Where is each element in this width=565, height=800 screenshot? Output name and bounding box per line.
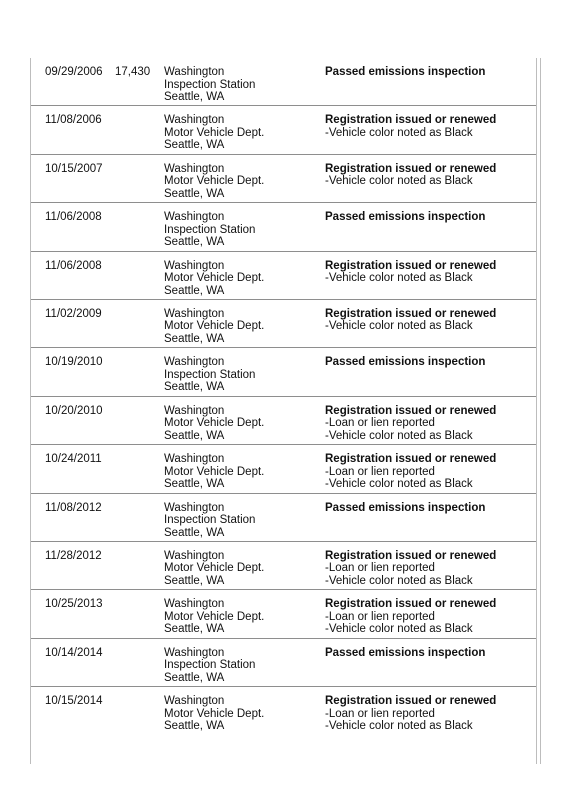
record-date: 11/02/2009 xyxy=(45,307,102,320)
record-comments xyxy=(325,453,496,491)
record-source-line: Seattle, WA xyxy=(164,381,225,394)
record-event-heading: Passed emissions inspection xyxy=(325,646,486,659)
record-date: 11/08/2012 xyxy=(45,501,102,514)
history-records-table xyxy=(31,58,536,735)
table-row xyxy=(31,494,536,542)
record-event-heading: Registration issued or renewed xyxy=(325,404,497,417)
record-comments xyxy=(325,66,485,79)
record-source-line: Seattle, WA xyxy=(164,671,225,684)
table-row xyxy=(31,155,536,203)
record-source-line: Motor Vehicle Dept. xyxy=(164,175,265,188)
record-source-line: Motor Vehicle Dept. xyxy=(164,562,265,575)
record-event-detail: -Vehicle color noted as Black xyxy=(325,720,473,733)
record-source-line: Seattle, WA xyxy=(164,574,225,587)
record-event-detail: -Vehicle color noted as Black xyxy=(325,429,473,442)
record-comments xyxy=(325,550,496,588)
record-event-heading: Passed emissions inspection xyxy=(325,501,486,514)
record-source-line: Seattle, WA xyxy=(164,478,225,491)
record-source xyxy=(164,114,264,152)
table-right-border xyxy=(536,58,537,764)
record-source xyxy=(164,598,264,636)
record-date: 11/06/2008 xyxy=(45,211,102,224)
record-event-heading: Registration issued or renewed xyxy=(325,453,497,466)
record-event-heading: Passed emissions inspection xyxy=(325,66,486,78)
record-date: 11/28/2012 xyxy=(45,549,102,562)
record-date: 10/19/2010 xyxy=(45,356,103,369)
record-source-line: Seattle, WA xyxy=(164,284,225,297)
record-source-line: Washington xyxy=(164,598,225,611)
table-row xyxy=(31,300,536,348)
record-event-heading: Passed emissions inspection xyxy=(325,211,486,224)
record-source xyxy=(164,66,255,104)
record-source-line: Motor Vehicle Dept. xyxy=(164,320,265,333)
record-source-line: Inspection Station xyxy=(164,78,256,91)
record-odometer: 17,430 xyxy=(115,66,151,78)
record-source-line: Seattle, WA xyxy=(164,91,225,103)
record-source-line: Washington xyxy=(164,307,225,320)
record-date: 10/24/2011 xyxy=(45,453,102,466)
record-source-line: Motor Vehicle Dept. xyxy=(164,126,265,139)
record-source-line: Motor Vehicle Dept. xyxy=(164,707,265,720)
record-source-line: Washington xyxy=(164,66,225,78)
record-event-heading: Registration issued or renewed xyxy=(325,695,497,708)
record-comments xyxy=(325,163,496,188)
table-row xyxy=(31,639,536,687)
table-row xyxy=(31,252,536,300)
record-source xyxy=(164,502,255,540)
record-comments xyxy=(325,114,496,139)
table-row xyxy=(31,397,536,445)
record-source-line: Seattle, WA xyxy=(164,429,225,442)
record-comments xyxy=(325,405,496,443)
record-date: 10/20/2010 xyxy=(45,404,103,417)
record-source-line: Washington xyxy=(164,501,225,514)
record-event-detail: -Vehicle color noted as Black xyxy=(325,574,473,587)
record-source-line: Washington xyxy=(164,356,225,369)
record-source xyxy=(164,453,264,491)
record-source-line: Motor Vehicle Dept. xyxy=(164,610,265,623)
record-source xyxy=(164,308,264,346)
record-event-detail: -Vehicle color noted as Black xyxy=(325,478,473,491)
record-source-line: Seattle, WA xyxy=(164,139,225,152)
record-source xyxy=(164,405,264,443)
record-source-line: Seattle, WA xyxy=(164,236,225,249)
record-date: 11/06/2008 xyxy=(45,259,102,272)
record-event-detail: -Loan or lien reported xyxy=(325,610,435,623)
record-comments xyxy=(325,260,496,285)
record-source-line: Inspection Station xyxy=(164,368,256,381)
table-row xyxy=(31,106,536,154)
table-row xyxy=(31,203,536,251)
record-source-line: Inspection Station xyxy=(164,514,256,527)
table-row xyxy=(31,687,536,735)
record-date: 10/25/2013 xyxy=(45,598,103,611)
record-source-line: Motor Vehicle Dept. xyxy=(164,417,265,430)
record-source-line: Washington xyxy=(164,211,225,224)
record-comments xyxy=(325,211,485,224)
record-source-line: Washington xyxy=(164,646,225,659)
record-source-line: Seattle, WA xyxy=(164,526,225,539)
record-event-detail: -Loan or lien reported xyxy=(325,562,435,575)
record-source-line: Inspection Station xyxy=(164,659,256,672)
record-source xyxy=(164,695,264,733)
record-date: 10/15/2014 xyxy=(45,695,103,708)
record-event-heading: Registration issued or renewed xyxy=(325,549,497,562)
table-row xyxy=(31,445,536,493)
table-row xyxy=(31,542,536,590)
record-event-detail: -Loan or lien reported xyxy=(325,417,435,430)
record-event-heading: Passed emissions inspection xyxy=(325,356,486,369)
record-source-line: Washington xyxy=(164,404,225,417)
record-event-detail: -Vehicle color noted as Black xyxy=(325,272,473,285)
record-event-detail: -Vehicle color noted as Black xyxy=(325,175,473,188)
record-source-line: Washington xyxy=(164,549,225,562)
record-source xyxy=(164,211,255,249)
record-comments xyxy=(325,598,496,636)
record-event-heading: Registration issued or renewed xyxy=(325,598,497,611)
record-event-heading: Registration issued or renewed xyxy=(325,259,497,272)
record-event-detail: -Vehicle color noted as Black xyxy=(325,126,473,139)
record-source-line: Inspection Station xyxy=(164,223,256,236)
record-event-heading: Registration issued or renewed xyxy=(325,114,497,127)
record-source-line: Motor Vehicle Dept. xyxy=(164,465,265,478)
record-source-line: Seattle, WA xyxy=(164,623,225,636)
record-source xyxy=(164,550,264,588)
record-source-line: Motor Vehicle Dept. xyxy=(164,272,265,285)
record-source xyxy=(164,356,255,394)
record-comments xyxy=(325,695,496,733)
record-comments xyxy=(325,356,485,369)
record-date: 10/15/2007 xyxy=(45,162,103,175)
record-comments xyxy=(325,502,485,515)
record-source xyxy=(164,260,264,298)
record-event-heading: Registration issued or renewed xyxy=(325,162,497,175)
record-comments xyxy=(325,308,496,333)
record-comments xyxy=(325,647,485,660)
table-row xyxy=(31,348,536,396)
table-row xyxy=(31,590,536,638)
record-event-heading: Registration issued or renewed xyxy=(325,307,497,320)
record-source xyxy=(164,647,255,685)
record-source-line: Seattle, WA xyxy=(164,720,225,733)
record-source-line: Washington xyxy=(164,114,225,127)
page-right-border xyxy=(540,58,541,764)
record-event-detail: -Vehicle color noted as Black xyxy=(325,623,473,636)
record-date: 10/14/2014 xyxy=(45,646,103,659)
record-event-detail: -Loan or lien reported xyxy=(325,465,435,478)
record-date: 11/08/2006 xyxy=(45,114,102,127)
record-date: 09/29/2006 xyxy=(45,66,103,78)
record-source-line: Seattle, WA xyxy=(164,187,225,200)
record-source xyxy=(164,163,264,201)
record-source-line: Washington xyxy=(164,695,225,708)
record-source-line: Washington xyxy=(164,259,225,272)
record-source-line: Seattle, WA xyxy=(164,332,225,345)
record-source-line: Washington xyxy=(164,453,225,466)
table-row xyxy=(31,58,536,106)
record-event-detail: -Loan or lien reported xyxy=(325,707,435,720)
record-source-line: Washington xyxy=(164,162,225,175)
record-event-detail: -Vehicle color noted as Black xyxy=(325,320,473,333)
